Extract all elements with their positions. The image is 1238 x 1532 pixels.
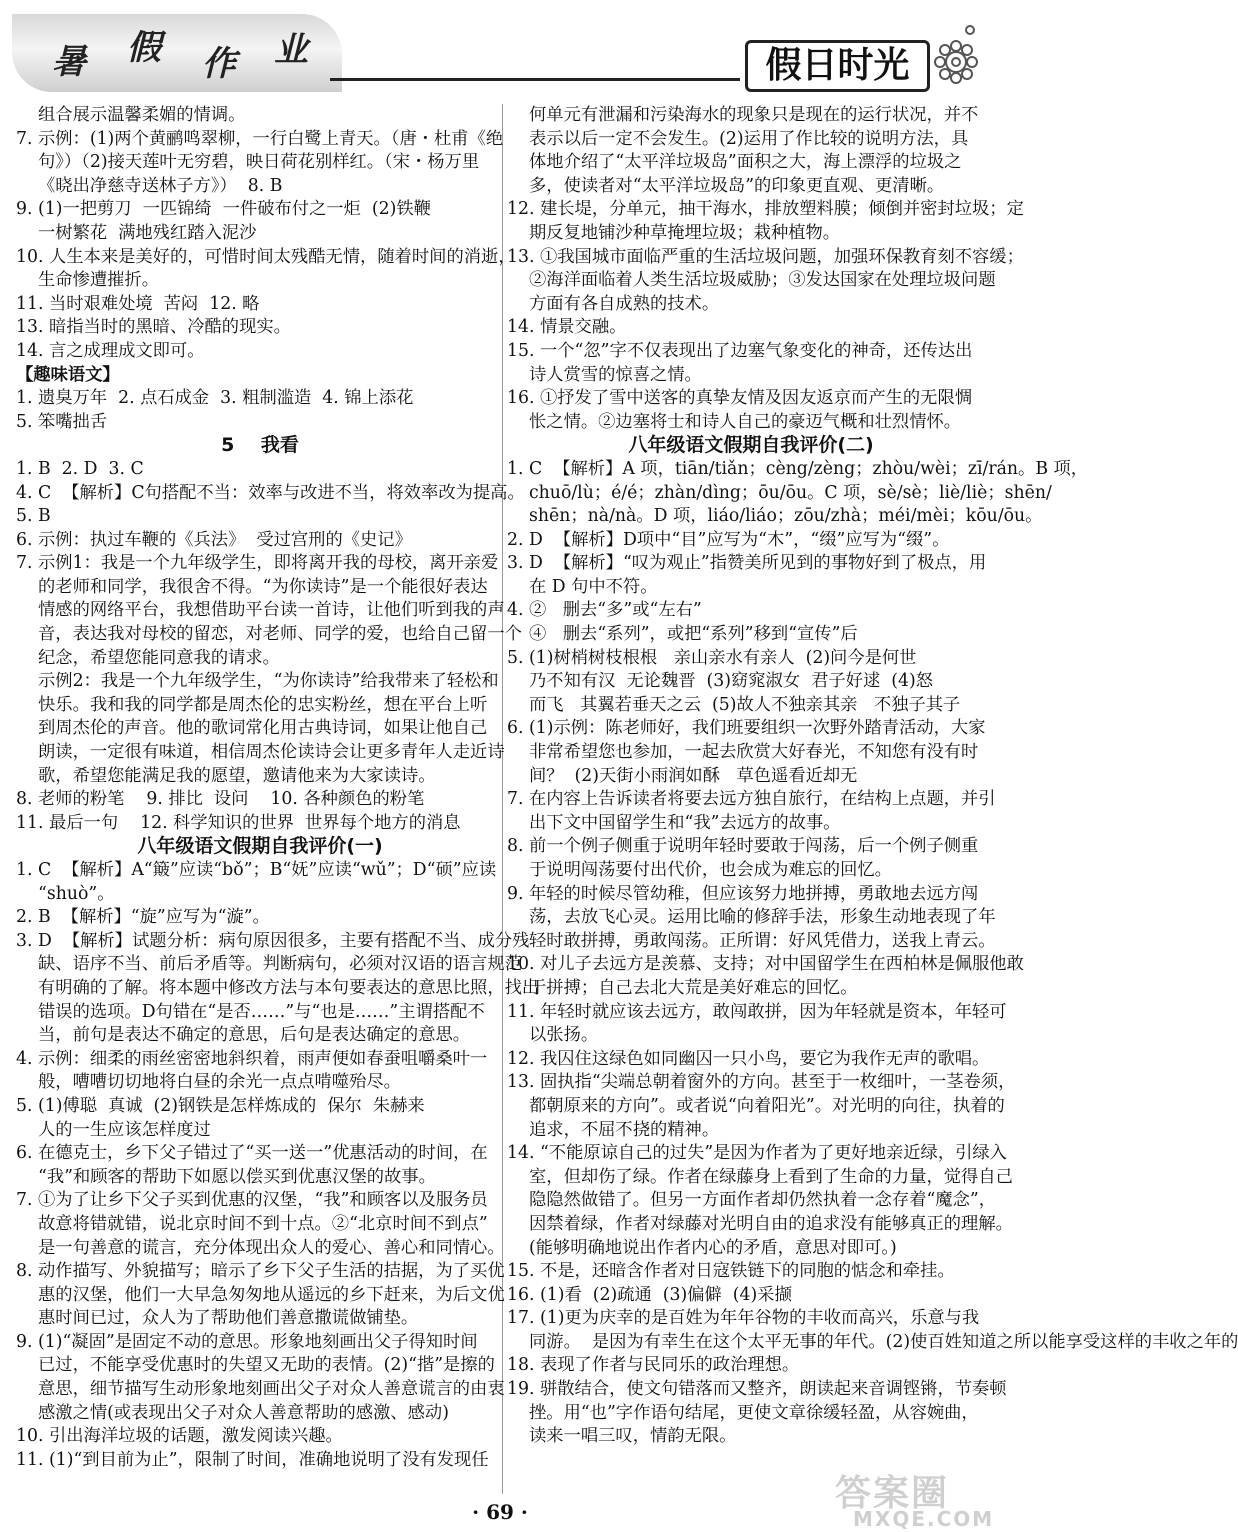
answer-line: 5. (1)树梢树枝根根 亲山亲水有亲人 (2)问今是何世 xyxy=(507,647,917,668)
answer-line: 而飞 其翼若垂天之云 (5)故人不独亲其亲 不独子其子 xyxy=(529,694,961,715)
summer-homework-banner xyxy=(12,14,342,92)
answer-line: 何单元有泄漏和污染海水的现象只是现在的运行状况，并不 xyxy=(529,105,979,125)
answer-line: 16. ①抒发了雪中送客的真挚友情及因友返京而产生的无限惆 xyxy=(507,388,973,409)
answer-line: 歌，希望您能满足我的愿望，邀请他来为大家读诗。 xyxy=(38,765,436,786)
answer-line: 缺、语序不当、前后矛盾等。判断病句，必须对汉语的语言规范 xyxy=(38,954,522,975)
answer-line: ④ 删去“系列”，或把“系列”移到“宣传”后 xyxy=(529,624,858,645)
answer-line: 非常希望您也参加，一起去欣赏大好春光，不知您有没有时 xyxy=(529,742,979,763)
answer-line: 4. 示例：细柔的雨丝密密地斜织着，雨声便如春蚕咀嚼桑叶一 xyxy=(16,1048,488,1069)
answer-line: 11. 当时艰难处境 苦闷 12. 略 xyxy=(16,293,260,314)
answer-line: 都朝原来的方向”。或者说“向着阳光”。对光明的向往，执着的 xyxy=(529,1095,1005,1116)
answer-line: 惠的汉堡，他们一大早急匆匆地从遥远的乡下赶来，为后文优 xyxy=(38,1284,505,1305)
answer-line: 13. ①我国城市面临严重的生活垃圾问题，加强环保教育刻不容缓； xyxy=(507,246,1024,267)
answer-line: 的老师和同学，我很舍不得。“为你读诗”是一个能很好表达 xyxy=(38,576,488,597)
answer-line: ②海洋面临着人类生活垃圾威胁；③发达国家在处理垃圾问题 xyxy=(529,270,996,291)
answer-line: 体地介绍了“太平洋垃圾岛”面积之大，海上漂浮的垃圾之 xyxy=(529,152,962,173)
answer-line: 8. 老师的粉笔 9. 排比 设问 10. 各种颜色的粉笔 xyxy=(16,789,425,810)
header-rule xyxy=(330,78,740,81)
answer-line: 句》）（2)接天莲叶无穷碧，映日荷花别样红。（宋・杨万里 xyxy=(38,152,480,173)
section-label: 【趣味语文】 xyxy=(16,364,120,385)
answer-line: 当，前句是表达不确定的意思，后句是表达确定的意思。 xyxy=(38,1025,471,1046)
answer-line: 已过，不能享受优惠时的失望又无助的表情。(2)“揩”是擦的 xyxy=(38,1355,495,1376)
answer-line: 感激之情(或表现出父子对众人善意帮助的感激、感动) xyxy=(38,1402,449,1423)
answer-line: 读来一唱三叹，情韵无限。 xyxy=(529,1426,737,1447)
answer-line: 一树繁花 满地残红踏入泥沙 xyxy=(38,222,257,243)
answer-line: 6. 在德克士，乡下父子错过了“买一送一”优惠活动的时间，在 xyxy=(16,1143,488,1164)
answer-line: shēn；nà/nà。D 项，liáo/liáo；zōu/zhà；méi/mèi；kōu/ōu。 xyxy=(529,506,1043,527)
answer-line: 8. 动作描写、外貌描写；暗示了乡下父子生活的拮据，为了买优 xyxy=(16,1261,505,1282)
answer-line: 在 D 句中不符。 xyxy=(529,576,658,597)
answer-line: 14. “不能原谅自己的过失”是因为作者为了更好地亲近绿，引绿入 xyxy=(507,1143,1007,1164)
answer-line: 2. D 【解析】D项中“目”应写为“木”，“缀”应写为“缀”。 xyxy=(507,529,950,550)
flower-gear-icon xyxy=(930,20,980,90)
answer-line: 10. 引出海洋垃圾的话题，激发阅读兴趣。 xyxy=(16,1426,343,1447)
banner-char-1: 暑 xyxy=(52,42,86,82)
answer-line: 表示以后一定不会发生。(2)运用了作比较的说明方法，具 xyxy=(529,128,969,149)
answer-line: 15. 不是，还暗含作者对日寇铁链下的同胞的惦念和牵挂。 xyxy=(507,1261,955,1282)
answer-line: 乃不知有汉 无论魏晋 (3)窈窕淑女 君子好逑 (4)怒 xyxy=(529,671,933,692)
answer-line: 3. D 【解析】“叹为观止”指赞美所见到的事物好到了极点，用 xyxy=(507,553,987,574)
right-answer-column xyxy=(507,104,1238,1449)
answer-line: 7. 示例：(1)两个黄鹂鸣翠柳，一行白鹭上青天。（唐・杜甫《绝 xyxy=(16,128,504,149)
answer-line: 11. 年轻时就应该去远方，敢闯敢拼，因为年轻就是资本，年轻可 xyxy=(507,1001,1007,1022)
answer-line: 纪念，希望您能同意我的请求。 xyxy=(38,647,280,668)
answer-line: 9. (1)“凝固”是固定不动的意思。形象地刻画出父子得知时间 xyxy=(16,1331,478,1352)
watermark-url: MXQE.COM xyxy=(853,1507,995,1531)
answer-line: 追求，不屈不挠的精神。 xyxy=(529,1119,720,1140)
answer-line: 9. 年轻的时候尽管幼稚，但应该努力地拼搏，勇敢地去远方闯 xyxy=(507,883,979,904)
answer-line: 5. (1)傅聪 真诚 (2)钢铁是怎样炼成的 保尔 朱赫来 xyxy=(16,1095,425,1116)
answer-line: 4. ② 删去“多”或“左右” xyxy=(507,600,702,621)
answer-line: 16. (1)看 (2)疏通 (3)偏僻 (4)采撷 xyxy=(507,1284,792,1305)
answer-line: 《晓出净慈寺送林子方》） 8. B xyxy=(38,175,283,196)
section-heading: 5 我看 xyxy=(221,434,299,457)
answer-line: 诗人赏雪的惊喜之情。 xyxy=(529,364,702,385)
answer-line: (能够明确地说出作者内心的矛盾，意思对即可。) xyxy=(529,1237,897,1258)
answer-line: “我”和顾客的帮助下如愿以偿买到优惠汉堡的故事。 xyxy=(38,1166,436,1187)
section-heading: 八年级语文假期自我评价(二) xyxy=(628,434,874,457)
answer-line: 以张扬。 xyxy=(529,1025,599,1046)
answer-line: 10. 人生本来是美好的，可惜时间太残酷无情，随着时间的消逝， xyxy=(16,246,516,267)
answer-line: 7. ①为了让乡下父子买到优惠的汉堡，“我”和顾客以及服务员 xyxy=(16,1190,488,1211)
answer-line: 是一句善意的谎言，充分体现出众人的爱心、善心和同情心。 xyxy=(38,1237,505,1258)
answer-line: 间？ (2)天街小雨润如酥 草色遥看近却无 xyxy=(529,765,858,786)
answer-line: 快乐。我和我的同学都是周杰伦的忠实粉丝，想在平台上听 xyxy=(38,694,488,715)
answer-line: 怅之情。②边塞将士和诗人自己的豪迈气概和壮烈情怀。 xyxy=(529,411,962,432)
answer-line: 13. 固执指“尖端总朝着窗外的方向。甚至于一枚细叶，一茎卷须， xyxy=(507,1072,1016,1093)
answer-line: 隐隐然做错了。但另一方面作者却仍然执着一念存着“魔念”， xyxy=(529,1190,996,1211)
answer-line: 于拼搏；自己去北大荒是美好难忘的回忆。 xyxy=(529,977,858,998)
holiday-time-title: 假日时光 xyxy=(745,40,930,92)
answer-line: 14. 情景交融。 xyxy=(507,317,627,338)
answer-line: 生命惨遭摧折。 xyxy=(38,270,159,291)
answer-line: 9. (1)一把剪刀 一匹锦绮 一件破布付之一炬 (2)铁鞭 xyxy=(16,199,431,220)
answer-line: 1. 遗臭万年 2. 点石成金 3. 粗制滥造 4. 锦上添花 xyxy=(16,388,414,409)
answer-line: 因禁着绿，作者对绿藤对光明自由的追求没有能够真正的理解。 xyxy=(529,1213,1013,1234)
answer-line: 5. B xyxy=(16,506,51,527)
watermark-logo-text: 答案圈 xyxy=(835,1473,950,1514)
answer-line: 13. 暗指当时的黑暗、冷酷的现实。 xyxy=(16,317,291,338)
answer-line: 6. 示例：执过车鞭的《兵法》 受过宫刑的《史记》 xyxy=(16,529,412,550)
answer-line: 14. 言之成理成文即可。 xyxy=(16,340,205,361)
answer-line: 2. B 【解析】“旋”应写为“漩”。 xyxy=(16,907,270,928)
answer-line: 同游。 是因为有幸生在这个太平无事的年代。(2)使百姓知道之所以能享受这样的丰收之年的 xyxy=(529,1331,1238,1352)
answer-line: 示例2：我是一个九年级学生，“为你读诗”给我带来了轻松和 xyxy=(38,671,499,692)
answer-line: 12. 我囚住这绿色如同幽囚一只小鸟，要它为我作无声的歌唱。 xyxy=(507,1048,990,1069)
page-number: · 69 · xyxy=(472,1500,528,1524)
answer-line: 8. 前一个例子侧重于说明年轻时要敢于闯荡，后一个例子侧重 xyxy=(507,836,979,857)
banner-char-4: 业 xyxy=(274,30,308,70)
answer-line: 3. D 【解析】试题分析：病句原因很多，主要有搭配不当、成分残 xyxy=(16,930,530,951)
answer-line: chuō/lù；é/é；zhàn/dìng；ōu/ōu。C 项，sè/sè；liè/liè；shēn/ xyxy=(529,482,1052,503)
answer-line: 7. 示例1：我是一个九年级学生，即将离开我的母校，离开亲爱 xyxy=(16,553,499,574)
answer-line: 轻时敢拼搏，勇敢闯荡。正所谓：好风凭借力，送我上青云。 xyxy=(529,930,996,951)
answer-line: 12. 建长堤，分单元，抽干海水，排放塑料膜；倾倒并密封垃圾；定 xyxy=(507,199,1024,220)
answer-line: 1. C 【解析】A 项，tiān/tiǎn；cèng/zèng；zhòu/wèi；zī/rán。B 项， xyxy=(507,458,1089,479)
answer-line: 朗读，一定很有味道，相信周杰伦读诗会让更多青年人走近诗 xyxy=(38,742,505,763)
answer-line: 10. 对儿子去远方是羡慕、支持；对中国留学生在西柏林是佩服他敢 xyxy=(507,954,1024,975)
answer-line: 人的一生应该怎样度过 xyxy=(38,1119,211,1140)
answer-line: “shuò”。 xyxy=(38,883,115,904)
answer-line: 5. 笨嘴拙舌 xyxy=(16,411,108,432)
left-answer-column xyxy=(16,104,540,1472)
answer-line: 17. (1)更为庆幸的是百姓为年年谷物的丰收而高兴，乐意与我 xyxy=(507,1308,980,1329)
answer-line: 有明确的了解。将本题中修改方法与本句要表达的意思比照，找出 xyxy=(38,977,540,998)
answer-line: 1. C 【解析】A“簸”应读“bǒ”；B“妩”应读“wǔ”；D“硕”应读 xyxy=(16,860,497,880)
answer-line: 11. 最后一句 12. 科学知识的世界 世界每个地方的消息 xyxy=(16,812,461,833)
answer-line: 4. C 【解析】C句搭配不当：效率与改进不当，将效率改为提高。 xyxy=(16,482,525,503)
section-heading: 八年级语文假期自我评价(一) xyxy=(137,835,383,858)
answer-line: 15. 一个“忽”字不仅表现出了边塞气象变化的神奇，还传达出 xyxy=(507,340,973,361)
answer-line: 19. 骈散结合，使文句错落而又整齐，朗读起来音调铿锵，节奏顿 xyxy=(507,1379,1007,1400)
answer-line: 于说明闯荡要付出代价，也会成为难忘的回忆。 xyxy=(529,860,892,880)
answer-line: 1. B 2. D 3. C xyxy=(16,458,144,479)
answer-line: 音，表达我对母校的留恋，对老师、同学的爱，也给自己留一个 xyxy=(38,624,522,645)
answer-line: 般，嘈嘈切切地将白昼的余光一点点啃噬殆尽。 xyxy=(38,1072,401,1093)
answer-line: 11. (1)“到目前为止”，限制了时间，准确地说明了没有发现任 xyxy=(16,1449,489,1470)
answer-line: 到周杰伦的声音。他的歌词常化用古典诗词，如果让他自己 xyxy=(38,718,488,739)
answer-line: 情感的网络平台，我想借助平台读一首诗，让他们听到我的声 xyxy=(38,600,505,621)
answer-line: 期反复地铺沙种草掩埋垃圾；栽种植物。 xyxy=(529,222,841,243)
answer-line: 意思，细节描写生动形象地刻画出父子对众人善意谎言的由衷 xyxy=(38,1379,505,1400)
answer-line: 室，但却伤了绿。作者在绿藤身上看到了生命的力量，觉得自己 xyxy=(529,1166,1013,1187)
page-header xyxy=(0,0,1000,100)
answer-line: 方面有各自成熟的技术。 xyxy=(529,293,720,314)
answer-line: 出下文中国留学生和“我”去远方的故事。 xyxy=(529,812,841,833)
site-watermark xyxy=(835,1465,995,1530)
answer-line: 多，使读者对“太平洋垃圾岛”的印象更直观、更清晰。 xyxy=(529,175,945,196)
answer-line: 7. 在内容上告诉读者将要去远方独自旅行，在结构上点题，并引 xyxy=(507,789,996,810)
answer-line: 组合展示温馨柔媚的情调。 xyxy=(38,105,246,125)
answer-line: 18. 表现了作者与民同乐的政治理想。 xyxy=(507,1355,800,1376)
answer-line: 错误的选项。D句错在“是否……”与“也是……”主谓搭配不 xyxy=(38,1001,485,1022)
answer-line: 惠时间已过，众人为了帮助他们善意撒谎做铺垫。 xyxy=(38,1308,419,1329)
banner-char-2: 假 xyxy=(127,28,161,68)
answer-line: 荡，去放飞心灵。运用比喻的修辞手法，形象生动地表现了年 xyxy=(529,907,996,928)
answer-line: 故意将错就错，说北京时间不到十点。②“北京时间不到点” xyxy=(38,1213,488,1234)
banner-char-3: 作 xyxy=(202,44,236,84)
answer-line: 挫。用“也”字作语句结尾，更使文章徐缓轻盈，从容婉曲， xyxy=(529,1402,979,1423)
answer-line: 6. (1)示例：陈老师好，我们班要组织一次野外踏青活动，大家 xyxy=(507,718,986,739)
